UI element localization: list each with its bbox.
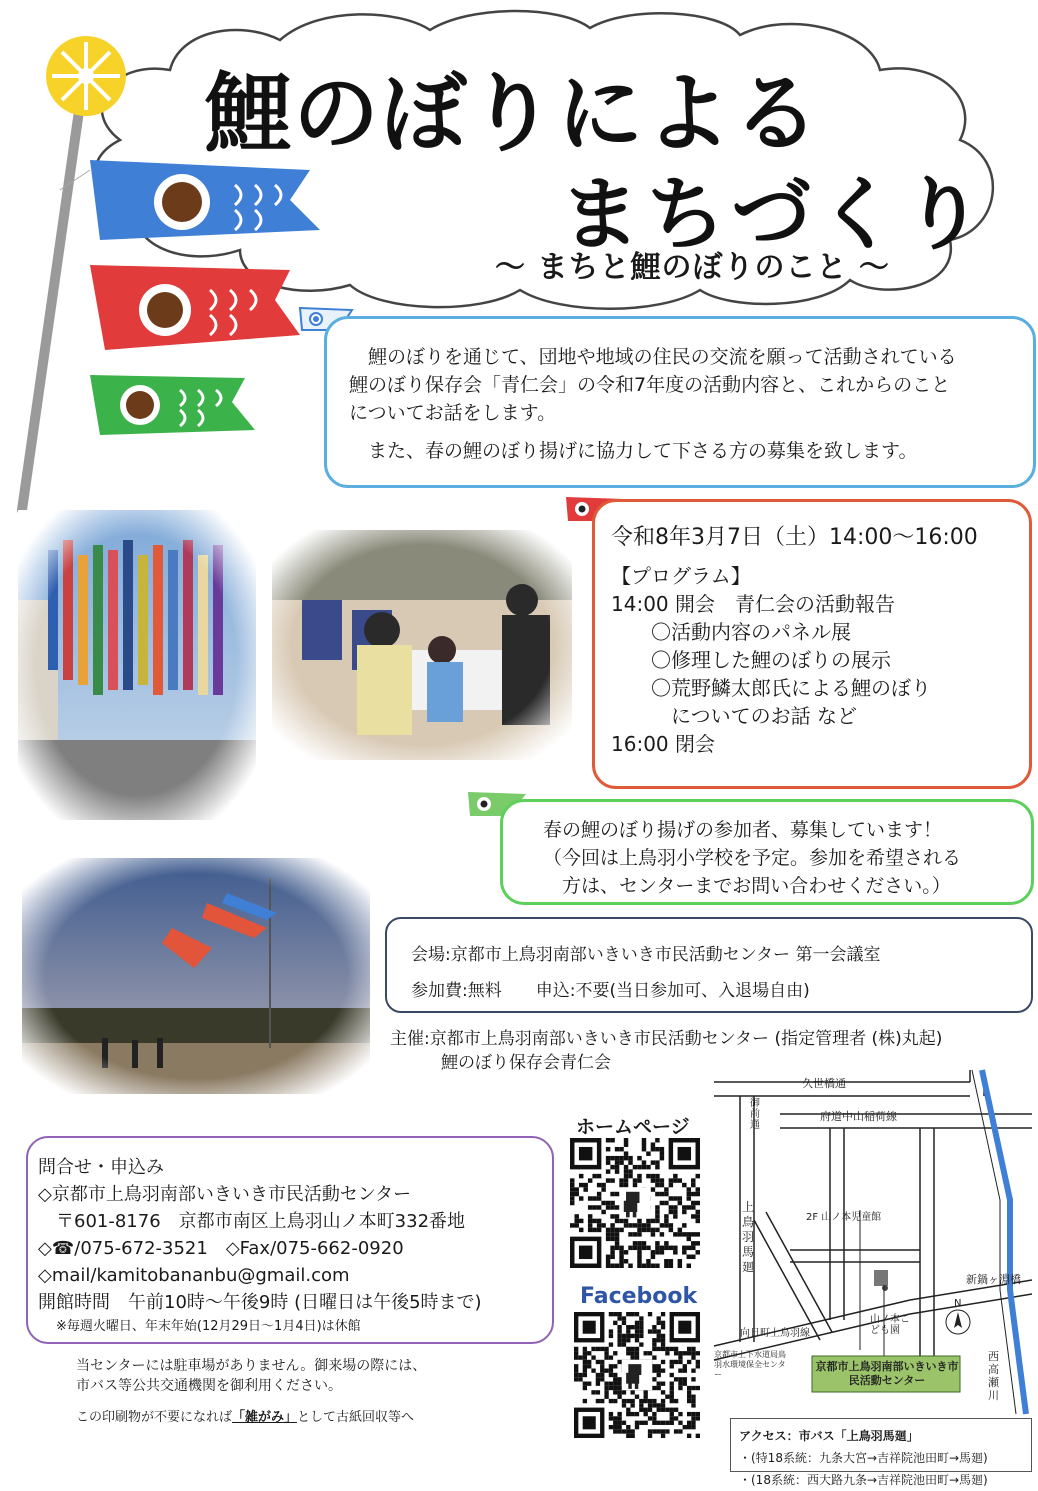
parking-note-line1: 当センターには駐車場がありません。御来場の際には、 bbox=[76, 1358, 427, 1374]
map-north-label: N bbox=[954, 1298, 962, 1309]
organizer-line1: 主催:京都市上鳥羽南部いきいき市民活動センター (指定管理者 (株)丸起) bbox=[390, 1029, 943, 1049]
homepage-qr-code[interactable] bbox=[570, 1138, 700, 1268]
intro-line3: についてお話をします。 bbox=[349, 402, 557, 424]
title-line1: 鯉のぼりによる bbox=[205, 64, 821, 164]
program-line: 〇活動内容のパネル展 bbox=[611, 620, 851, 644]
map-label-nabegafuchi: 新鍋ヶ淵橋 bbox=[966, 1273, 1021, 1286]
recycle-note bbox=[76, 1408, 426, 1428]
green-koi bbox=[90, 375, 255, 435]
program-line: 〇荒野鱗太郎氏による鯉のぼり bbox=[611, 676, 931, 700]
recruit-line2: （今回は上鳥羽小学校を予定。参加を希望される bbox=[543, 847, 962, 869]
map-label-umamawari: 上鳥羽馬廻 bbox=[742, 1200, 755, 1274]
recycle-note-post: として古紙回収等へ bbox=[297, 1410, 415, 1425]
map-label-water-center: 京都市上下水道局鳥羽水環境保全センター bbox=[714, 1350, 786, 1379]
intro-line4: また、春の鯉のぼり揚げに協力して下さる方の募集を致します。 bbox=[349, 440, 918, 462]
contact-mail[interactable]: ◇mail/kamitobananbu@gmail.com bbox=[38, 1265, 350, 1286]
contact-phone-fax[interactable]: ◇☎/075-672-3521 ◇Fax/075-662-0920 bbox=[38, 1238, 404, 1259]
intro-line2: 鯉のぼり保存会「青仁会」の令和7年度の活動内容と、これからのこと bbox=[349, 374, 951, 396]
intro-panel bbox=[324, 316, 1036, 488]
red-koi bbox=[90, 265, 300, 350]
contact-address: 〒601-8176 京都市南区上鳥羽山ノ本町332番地 bbox=[38, 1211, 466, 1232]
contact-panel bbox=[26, 1136, 554, 1344]
photo-workshop bbox=[272, 530, 572, 760]
program-heading: 【プログラム】 bbox=[611, 564, 751, 588]
opening-hours: 開館時間 午前10時～午後9時 (日曜日は午後5時まで) bbox=[38, 1292, 482, 1313]
venue-fee: 参加費:無料 申込:不要(当日参加可、入退場自由) bbox=[411, 981, 810, 1001]
venue-panel bbox=[385, 917, 1033, 1013]
subtitle: ～ まちと鯉のぼりのこと ～ bbox=[495, 250, 890, 285]
venue-place: 会場:京都市上鳥羽南部いきいき市民活動センター 第一会議室 bbox=[411, 945, 881, 965]
map-label-mukaimachi: 向日町上鳥羽線 bbox=[740, 1328, 810, 1339]
blue-koi bbox=[60, 160, 320, 240]
homepage-label: ホームページ bbox=[576, 1116, 690, 1138]
recycle-note-pre: この印刷物が不要になれば bbox=[76, 1410, 233, 1425]
map-label-nishi-takase: 西高瀬川 bbox=[988, 1350, 999, 1402]
contact-center: ◇京都市上鳥羽南部いきいき市民活動センター bbox=[38, 1184, 412, 1205]
title-line2: まちづくり bbox=[560, 168, 990, 261]
access-box bbox=[730, 1418, 1032, 1487]
access-map bbox=[710, 1070, 1032, 1414]
recruit-line3: 方は、センターまでお問い合わせください。） bbox=[543, 875, 951, 897]
contact-heading: 問合せ・申込み bbox=[38, 1157, 164, 1178]
facebook-qr-code[interactable] bbox=[574, 1312, 700, 1438]
organizer-line2: 鯉のぼり保存会青仁会 bbox=[390, 1053, 611, 1073]
program-line: 〇修理した鯉のぼりの展示 bbox=[611, 648, 891, 672]
notes bbox=[76, 1356, 426, 1428]
parking-note-line2: 市バス等公共交通機関を御利用ください。 bbox=[76, 1378, 342, 1394]
map-label-fuhdo: 府道中山稲荷線 bbox=[820, 1110, 897, 1123]
map-label-kuze: 久世橋通 bbox=[802, 1077, 846, 1090]
program-line: 16:00 閉会 bbox=[611, 732, 715, 756]
program-line: についてのお話 など bbox=[611, 704, 857, 728]
map-label-gozen: 御前通 bbox=[750, 1098, 760, 1131]
facebook-label: Facebook bbox=[580, 1284, 698, 1309]
program-panel bbox=[592, 499, 1032, 789]
intro-line1: 鯉のぼりを通じて、団地や地域の住民の交流を願って活動されている bbox=[349, 346, 957, 368]
access-heading: アクセス：市バス「上鳥羽馬廻」 bbox=[739, 1429, 919, 1443]
koinobori-streamers bbox=[60, 140, 340, 450]
map-label-center: 京都市上鳥羽南部いきいき市民活動センター bbox=[815, 1360, 959, 1387]
photo-koinobori-flying bbox=[22, 858, 370, 1094]
map-label-yamanomoto-park: 山ノ本こども園 bbox=[870, 1314, 910, 1336]
photo-koinobori-display bbox=[18, 510, 256, 820]
recycle-note-em: 「雑がみ」 bbox=[232, 1410, 298, 1425]
program-line: 14:00 開会 青仁会の活動報告 bbox=[611, 592, 895, 616]
recruit-panel bbox=[500, 799, 1034, 905]
event-date: 令和8年3月7日（土）14:00～16:00 bbox=[611, 525, 978, 550]
map-label-childrens-center: 2F 山ノ本児童館 bbox=[806, 1212, 882, 1223]
closed-days: ※毎週火曜日、年末年始(12月29日～1月4日)は休館 bbox=[56, 1319, 361, 1334]
access-line1: ・(特18系統：九条大宮→吉祥院池田町→馬廻) bbox=[739, 1451, 988, 1465]
access-line2: ・(18系統：西大路九条→吉祥院池田町→馬廻) bbox=[739, 1473, 988, 1487]
recruit-line1: 春の鯉のぼり揚げの参加者、募集しています！ bbox=[543, 819, 943, 841]
organizer bbox=[390, 1027, 942, 1075]
